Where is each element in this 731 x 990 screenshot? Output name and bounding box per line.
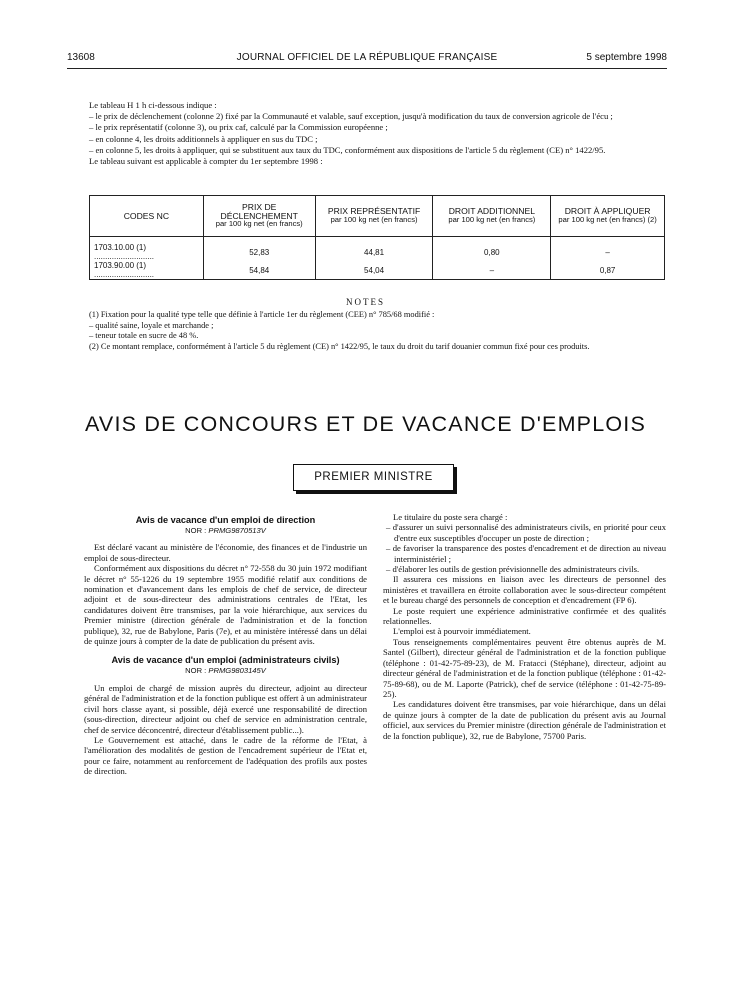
cell-prix-declenchement: 52,83 xyxy=(203,243,315,261)
duty-item: – d'élaborer les outils de gestion prévisionnelle des administrateurs civils. xyxy=(386,564,640,575)
body-paragraph: Les candidatures doivent être transmises, par voie hiérarchique, dans un délai de quinze jours à compter de la date de publication du présent avis au Journal officiel, aux services du Premier ministre (direction générale de l'administration et de la fonction publique), 32, rue de Babylone, 75700 Paris. xyxy=(383,699,666,741)
intro-item: – en colonne 4, les droits additionnels à appliquer en sus du TDC ; xyxy=(89,133,318,144)
table-row xyxy=(90,261,665,280)
note-line: (1) Fixation pour la qualité type telle que définie à l'article 1er du règlement (CEE) n° 785/68 modifié : xyxy=(89,310,435,319)
nor-reference: NOR : PRMG9803145V xyxy=(185,666,266,676)
body-paragraph: L'emploi est à pourvoir immédiatement. xyxy=(393,626,531,637)
notes-block xyxy=(89,310,667,352)
cell-prix-representatif: 44,81 xyxy=(315,243,433,261)
notice-paragraph: Conformément aux dispositions du décret n° 72-558 du 30 juin 1972 modifiant le décret n° 55-1226 du 19 septembre 1955 modifié relatif aux conditions de nomination et d'avancement dans les emplois de chef de service, de directeur adjoint et de sous-directeur des administrations centrales de l'Etat, les candidatures doivent être transmises, par la voie hiérarchique, aux services du Premier ministre (direction générale de l'administration et de la fonction publique), 32, rue de Babylone, Paris (7e), et au ministère intéressé dans un délai de quinze jours à compter de la date de publication du présent avis. xyxy=(84,563,367,647)
notice-paragraph: Le Gouvernement est attaché, dans le cadre de la réforme de l'Etat, à l'amélioration des modalités de gestion de l'encadrement supérieur de l'Etat et, pour ce faire, notamment au renforcement de l'adéquation des profils aux postes de direction. xyxy=(84,734,367,777)
duty-item: – d'assurer un suivi personnalisé des administrateurs civils, en priorité pour ceux d'entre eux susceptibles d'occuper un poste de direction ; xyxy=(386,522,666,543)
duties-list xyxy=(383,522,666,574)
notice-paragraph: Est déclaré vacant au ministère de l'économie, des finances et de l'industrie un emploi de sous-directeur. xyxy=(84,542,367,563)
col-header-codes: CODES NC xyxy=(90,196,204,237)
left-column xyxy=(84,514,367,777)
header-rule xyxy=(67,68,667,69)
section-title: AVIS DE CONCOURS ET DE VACANCE D'EMPLOIS xyxy=(84,412,647,436)
right-column xyxy=(383,512,666,741)
intro-item: – le prix représentatif (colonne 3), ou prix caf, calculé par la Commission européenne ; xyxy=(89,122,388,133)
cell-droit-appliquer: – xyxy=(551,243,665,261)
journal-title: JOURNAL OFFICIEL DE LA RÉPUBLIQUE FRANÇAISE xyxy=(236,52,498,63)
ministry-box xyxy=(293,464,454,491)
cell-droit-additionnel: 0,80 xyxy=(433,243,551,261)
cell-prix-declenchement: 54,84 xyxy=(203,261,315,280)
duty-item: – de favoriser la transparence des postes d'encadrement et de direction au niveau interministériel ; xyxy=(386,543,666,564)
note-line: (2) Ce montant remplace, conformément à l'article 5 du règlement (CE) n° 1422/95, le taux du droit du tarif douanier commun fixé pour ces produits. xyxy=(89,341,590,351)
cell-prix-representatif: 54,04 xyxy=(315,261,433,280)
intro-lead: Le tableau H 1 h ci-dessous indique : xyxy=(89,100,217,110)
col-header-droit-appliquer: DROIT À APPLIQUER par 100 kg net (en francs) (2) xyxy=(551,196,665,237)
table-row xyxy=(90,243,665,261)
cell-droit-appliquer: 0,87 xyxy=(551,261,665,280)
body-paragraph: Il assurera ces missions en liaison avec les directeurs de personnel des ministères et travaillera en étroite collaboration avec le sous-directeur compétent et le bureau chargé des personnels de conception et d'encadrement (FP 6). xyxy=(383,574,666,606)
intro-applicable: Le tableau suivant est applicable à compter du 1er septembre 1998 : xyxy=(89,156,323,167)
page-header xyxy=(67,52,667,66)
notice-title: Avis de vacance d'un emploi de direction xyxy=(135,515,316,525)
body-paragraph: Tous renseignements complémentaires peuvent être obtenus auprès de M. Santel (Gilbert), directeur général de l'administration et de la fonction publique (téléphone : 01-42-75-89-23), de M. Fratacci (Stéphane), directeur, adjoint au directeur général de l'administration et de la fonction publique (téléphone : 01-42-75-89-68), ou de M. Laporte (Patrick), chef de service (téléphone : 01-42-75-89-25). xyxy=(383,636,666,699)
intro-item: – le prix de déclenchement (colonne 2) fixé par la Communauté et valable, sauf exception, jusqu'à modification du taux de conversion agricole de l'écu ; xyxy=(89,111,613,122)
intro-item: – en colonne 5, les droits à appliquer, qui se substituent aux taux du TDC, conformément aux dispositions de l'article 5 du règlement (CE) n° 1422/95. xyxy=(89,144,606,155)
ministry-label: PREMIER MINISTRE xyxy=(314,471,433,483)
col-header-declenchement: PRIX DE DÉCLENCHEMENT par 100 kg net (en francs) xyxy=(203,196,315,237)
col-header-representatif: PRIX REPRÉSENTATIF par 100 kg net (en francs) xyxy=(315,196,433,237)
col-header-droit-additionnel: DROIT ADDITIONNEL par 100 kg net (en francs) xyxy=(433,196,551,237)
price-table xyxy=(89,195,665,280)
nor-reference: NOR : PRMG9870513V xyxy=(185,526,266,535)
page-number: 13608 xyxy=(67,52,95,63)
body-paragraph: Le poste requiert une expérience administrative confirmée et des qualités relationnelles. xyxy=(383,605,666,627)
cell-code: 1703.10.00 (1) ........................... xyxy=(90,243,204,261)
cell-code: 1703.90.00 (1) ........................... xyxy=(90,261,204,280)
intro-block xyxy=(89,100,667,167)
duties-lead: Le titulaire du poste sera chargé : xyxy=(393,512,508,522)
issue-date: 5 septembre 1998 xyxy=(586,52,667,63)
intro-list xyxy=(89,111,667,156)
note-line: – qualité saine, loyale et marchande ; xyxy=(89,320,214,330)
cell-droit-additionnel: – xyxy=(433,261,551,280)
table-header-row xyxy=(90,196,665,237)
notes-title: NOTES xyxy=(346,297,385,307)
notice-paragraph: Un emploi de chargé de mission auprès du directeur, adjoint au directeur général de l'administration et de la fonction publique est offert à un administrateur civil hors classe ayant, si possible, déjà exercé une responsabilité de direction (sous-direction, directeur adjoint ou chef de service en administration centrale, chef de service déconcentré, directeur d'établissement public...). xyxy=(84,682,367,735)
note-line: – teneur totale en sucre de 48 %. xyxy=(89,331,199,341)
notice-title: Avis de vacance d'un emploi (administrateurs civils) xyxy=(111,655,340,666)
